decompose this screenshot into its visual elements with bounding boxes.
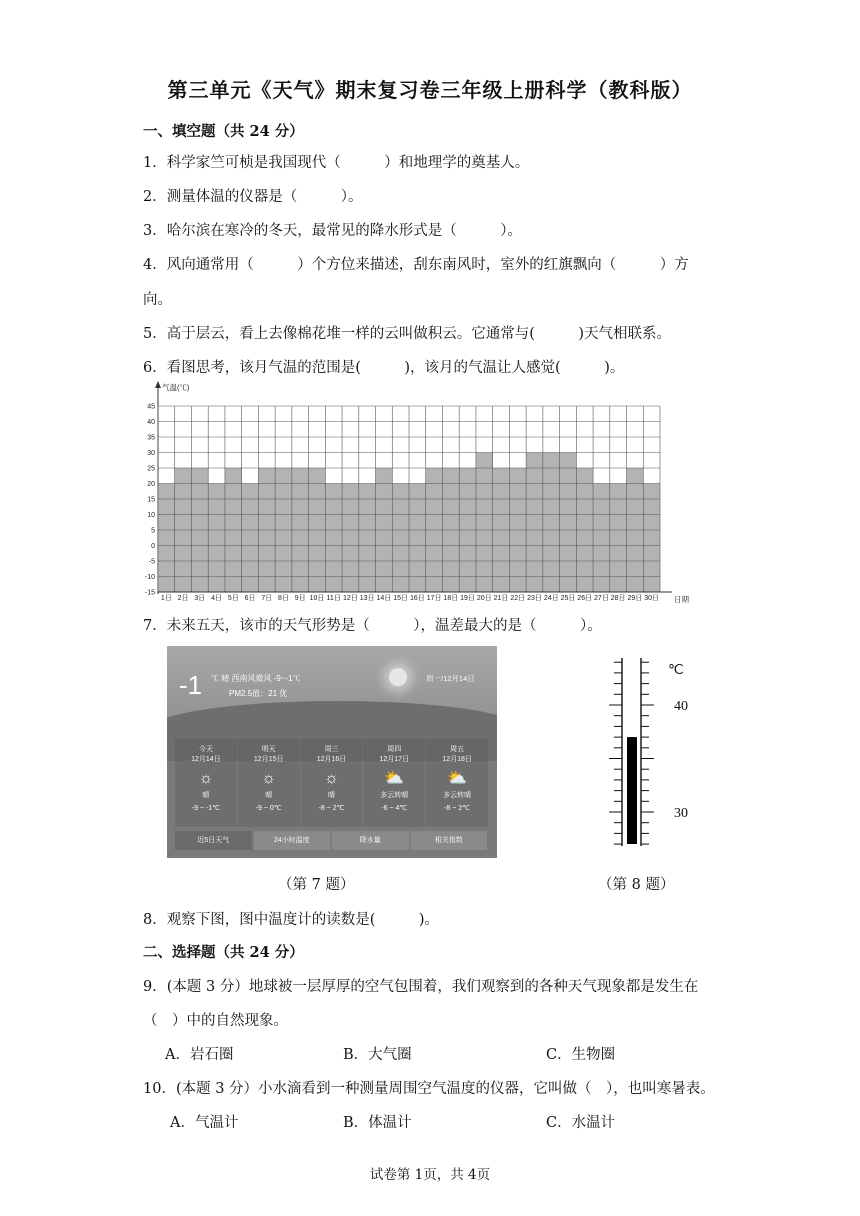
forecast-day-4 bbox=[363, 739, 425, 827]
page-footer: 试卷第 1页，共 4页 bbox=[369, 1167, 491, 1183]
q10-option-c: C．水温计 bbox=[546, 1115, 616, 1131]
x-tick-label: 21日 bbox=[493, 595, 509, 602]
x-tick-label: 19日 bbox=[460, 595, 475, 602]
forecast-day-2 bbox=[238, 739, 300, 827]
x-tick-label: 12日 bbox=[343, 595, 358, 602]
partly-cloudy-icon: ⛅ bbox=[384, 770, 405, 787]
bar-12日 bbox=[342, 484, 359, 593]
x-tick-label: 25日 bbox=[560, 595, 576, 602]
x-axis-end-label: 日期 bbox=[674, 595, 689, 604]
day-range: -9 ~ 0℃ bbox=[255, 805, 282, 812]
y-tick-label: 35 bbox=[147, 434, 155, 442]
x-tick-label: 8日 bbox=[278, 595, 289, 602]
question-5: 5．高于层云，看上去像棉花堆一样的云叫做积云。它通常与( )天气相联系。 bbox=[143, 326, 672, 342]
day-range: -8 ~ 2℃ bbox=[444, 805, 471, 812]
day-date: 12月14日 bbox=[191, 756, 221, 763]
question-1: 1．科学家竺可桢是我国现代（ ）和地理学的奠基人。 bbox=[143, 155, 530, 171]
day-date: 12月15日 bbox=[253, 756, 284, 763]
tab-5-day: 近5日天气 bbox=[175, 831, 252, 850]
y-tick-label: 5 bbox=[151, 527, 155, 535]
sun-icon: ☼ bbox=[261, 770, 277, 787]
weather-forecast-image bbox=[167, 646, 497, 858]
bar-25日 bbox=[560, 453, 577, 593]
day-condition: 多云转晴 bbox=[380, 792, 409, 799]
day-range: -6 ~ 4℃ bbox=[381, 805, 408, 812]
x-tick-label: 29日 bbox=[627, 595, 643, 602]
x-tick-label: 10日 bbox=[309, 595, 325, 602]
x-tick-label: 5日 bbox=[227, 595, 239, 602]
day-condition: 晴 bbox=[202, 792, 210, 799]
x-tick-label: 18日 bbox=[443, 595, 459, 602]
bar-27日 bbox=[593, 484, 610, 593]
question-9-line1: 9．(本题 3 分）地球被一层厚厚的空气包围着，我们观察到的各种天气现象都是发生在 bbox=[143, 979, 699, 995]
bar-23日 bbox=[526, 453, 543, 593]
question-2: 2．测量体温的仪器是（ ）。 bbox=[143, 189, 363, 205]
tab-24-hour: 24小时温度 bbox=[254, 831, 331, 850]
x-tick-label: 20日 bbox=[476, 595, 492, 602]
question-3: 3．哈尔滨在寒冷的冬天，最常见的降水形式是（ ）。 bbox=[143, 223, 522, 239]
tab-indices: 相关指数 bbox=[411, 831, 488, 850]
day-date: 12月16日 bbox=[316, 756, 347, 763]
bar-20日 bbox=[476, 453, 493, 593]
y-tick-label: 25 bbox=[147, 465, 155, 473]
y-tick-label: 45 bbox=[147, 403, 155, 411]
question-4-line2: 向。 bbox=[143, 292, 172, 308]
x-tick-label: 14日 bbox=[376, 595, 392, 602]
thermometer-label-40: 40 bbox=[674, 699, 688, 714]
bar-24日 bbox=[543, 453, 560, 593]
forecast-tabs bbox=[175, 831, 489, 850]
x-tick-label: 22日 bbox=[510, 595, 526, 602]
partly-cloudy-icon: ⛅ bbox=[447, 770, 468, 787]
x-tick-label: 30日 bbox=[644, 595, 660, 602]
y-tick-label: -15 bbox=[144, 589, 155, 597]
day-condition: 晴 bbox=[327, 792, 335, 799]
y-tick-label: -5 bbox=[148, 558, 155, 566]
y-axis-label: 气温(℃) bbox=[162, 383, 190, 392]
forecast-day-5 bbox=[426, 739, 488, 827]
day-range: -8 ~ 2℃ bbox=[318, 805, 345, 812]
x-tick-label: 11日 bbox=[326, 595, 341, 602]
thermometer-image bbox=[590, 652, 700, 852]
day-date: 12月18日 bbox=[442, 756, 472, 763]
page-title: 第三单元《天气》期末复习卷三年级上册科学（教科版） bbox=[167, 78, 693, 102]
day-name: 周四 bbox=[387, 746, 402, 753]
day-condition: 晴 bbox=[265, 792, 273, 799]
q10-option-b: B．体温计 bbox=[343, 1115, 412, 1131]
question-9-line2: （ ）中的自然现象。 bbox=[143, 1013, 288, 1029]
forecast-day-3 bbox=[301, 739, 363, 827]
bar-4日 bbox=[208, 484, 225, 593]
day-name: 周五 bbox=[450, 746, 465, 753]
day-date: 12月17日 bbox=[379, 756, 410, 763]
thermometer-unit: ℃ bbox=[668, 663, 684, 678]
current-description: ℃ 晴 西南风微风 -9~-1℃ bbox=[211, 674, 301, 683]
x-tick-label: 1日 bbox=[160, 595, 172, 602]
thermometer-mercury bbox=[627, 737, 637, 844]
x-tick-label: 6日 bbox=[244, 595, 256, 602]
y-tick-label: 10 bbox=[147, 512, 155, 519]
question-10: 10．(本题 3 分）小水滴看到一种测量周围空气温度的仪器，它叫做（ ），也叫寒暑表。 bbox=[143, 1081, 715, 1097]
x-tick-label: 26日 bbox=[577, 595, 593, 602]
y-tick-label: 30 bbox=[147, 450, 155, 457]
bar-15日 bbox=[392, 484, 409, 593]
x-tick-label: 4日 bbox=[211, 595, 223, 602]
figure-caption-7: （第 7 题） bbox=[278, 877, 355, 893]
day-name: 今天 bbox=[198, 746, 213, 753]
x-tick-label: 13日 bbox=[359, 595, 375, 602]
thermometer-label-30: 30 bbox=[674, 806, 688, 821]
x-tick-label: 15日 bbox=[393, 595, 409, 602]
q9-option-b: B．大气圈 bbox=[343, 1047, 412, 1063]
bar-1日 bbox=[158, 484, 175, 593]
section-heading-fill-in: 一、填空题（共 24 分） bbox=[143, 123, 304, 140]
x-tick-label: 17日 bbox=[426, 595, 442, 602]
sun-icon bbox=[389, 668, 407, 686]
question-4-line1: 4．风向通常用（ ）个方位来描述，刮东南风时，室外的红旗飘向（ ）方 bbox=[143, 257, 689, 273]
x-tick-label: 7日 bbox=[261, 595, 273, 602]
x-tick-label: 2日 bbox=[177, 595, 189, 602]
x-tick-label: 28日 bbox=[610, 595, 626, 602]
y-tick-label: 40 bbox=[147, 419, 155, 426]
y-tick-label: 15 bbox=[147, 496, 155, 504]
x-tick-label: 9日 bbox=[294, 595, 306, 602]
question-6: 6．看图思考，该月气温的范围是( )，该月的气温让人感觉( )。 bbox=[143, 360, 625, 376]
day-name: 明天 bbox=[261, 746, 276, 753]
current-temperature: -1 bbox=[179, 670, 203, 700]
bar-11日 bbox=[325, 484, 342, 593]
sun-icon: ☼ bbox=[324, 770, 339, 787]
tab-precipitation: 降水量 bbox=[332, 831, 409, 850]
bar-16日 bbox=[409, 484, 426, 593]
pm25-reading: PM2.5值：21 优 bbox=[229, 689, 288, 698]
forecast-days bbox=[175, 739, 489, 827]
day-name: 周三 bbox=[324, 746, 339, 753]
x-tick-label: 27日 bbox=[594, 595, 609, 602]
question-8: 8．观察下图，图中温度计的读数是( )。 bbox=[143, 912, 440, 928]
q9-option-a: A．岩石圈 bbox=[165, 1047, 234, 1063]
q10-option-a: A．气温计 bbox=[170, 1115, 239, 1131]
x-tick-label: 16日 bbox=[409, 595, 425, 602]
section-heading-choice: 二、选择题（共 24 分） bbox=[143, 944, 304, 961]
question-7: 7．未来五天，该市的天气形势是（ ），温差最大的是（ ）。 bbox=[143, 618, 602, 634]
bar-28日 bbox=[610, 484, 627, 593]
bar-6日 bbox=[242, 484, 259, 593]
y-tick-label: -10 bbox=[144, 574, 155, 581]
sun-icon: ☼ bbox=[198, 770, 214, 787]
bar-13日 bbox=[359, 484, 376, 593]
y-tick-label: 0 bbox=[151, 543, 155, 550]
x-tick-label: 23日 bbox=[527, 595, 542, 602]
bar-30日 bbox=[643, 484, 660, 593]
current-date: 周一/12月14日 bbox=[426, 674, 475, 683]
temperature-bar-chart bbox=[138, 378, 690, 606]
figure-caption-8: （第 8 题） bbox=[598, 877, 675, 893]
day-condition: 多云转晴 bbox=[443, 792, 472, 799]
y-tick-label: 20 bbox=[147, 481, 155, 488]
y-axis-arrow bbox=[155, 381, 161, 388]
q9-option-c: C．生物圈 bbox=[546, 1047, 616, 1063]
x-tick-label: 3日 bbox=[194, 595, 206, 602]
x-tick-label: 24日 bbox=[543, 595, 559, 602]
day-range: -9 ~ -1℃ bbox=[191, 805, 221, 812]
forecast-day-1 bbox=[175, 739, 237, 827]
